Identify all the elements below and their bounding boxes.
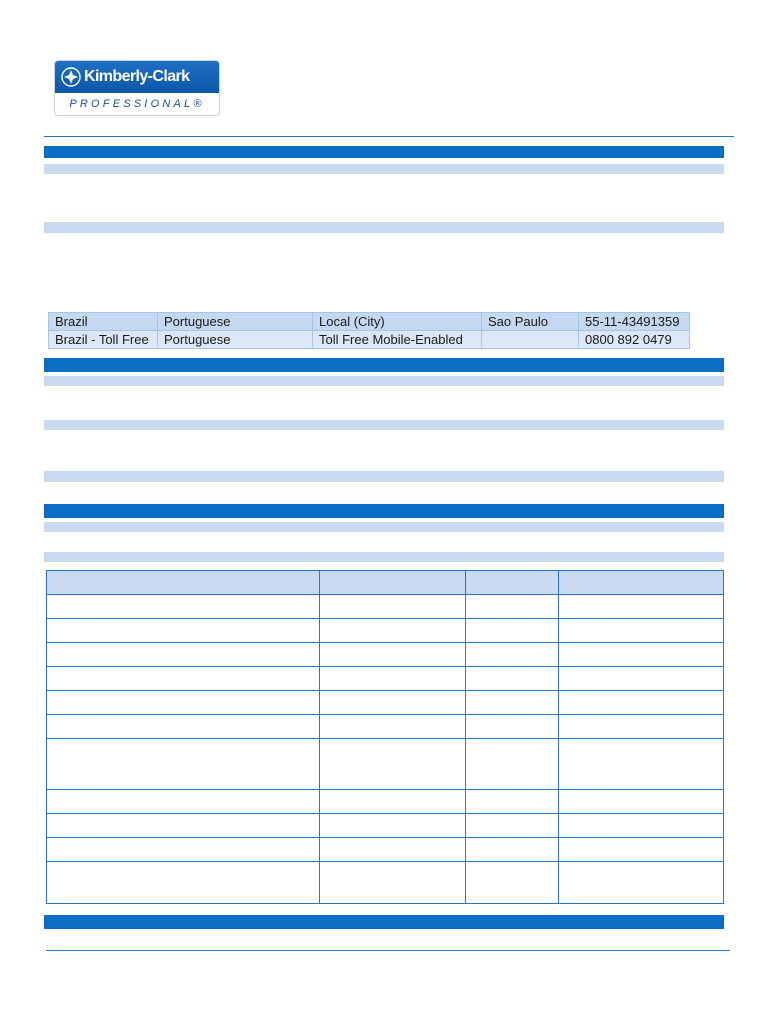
header-cell: [466, 571, 559, 595]
table-cell: [320, 619, 466, 643]
table-cell: [320, 739, 466, 790]
table-cell: [559, 667, 724, 691]
table-cell: [47, 619, 320, 643]
section-header-band: [44, 146, 724, 158]
table-row: [49, 331, 690, 349]
logo-banner: [55, 61, 219, 93]
table-cell: [320, 790, 466, 814]
table-row: [47, 838, 724, 862]
table-row: [47, 739, 724, 790]
table-cell: [47, 814, 320, 838]
table-cell: [466, 715, 559, 739]
table-cell: [466, 814, 559, 838]
table-cell: [466, 862, 559, 904]
table-row: [47, 643, 724, 667]
table-cell: [559, 715, 724, 739]
header-cell: [320, 571, 466, 595]
table-cell: [466, 643, 559, 667]
section-subheader-band: [44, 164, 724, 174]
table-row: [47, 790, 724, 814]
table-cell: [320, 838, 466, 862]
table-row: [47, 667, 724, 691]
table-cell: [47, 715, 320, 739]
table-cell: [559, 838, 724, 862]
table-cell: [559, 814, 724, 838]
table-cell: [466, 595, 559, 619]
city-cell: Sao Paulo: [482, 313, 579, 331]
table-cell: [559, 790, 724, 814]
section-subheader-band: [44, 222, 724, 233]
table-row: [49, 313, 690, 331]
table-cell: [466, 667, 559, 691]
table-header-row: [47, 571, 724, 595]
logo-sub-name: PROFESSIONAL®: [69, 98, 205, 110]
table-cell: [47, 667, 320, 691]
table-cell: [47, 790, 320, 814]
table-row: [47, 619, 724, 643]
footer-rule: [46, 950, 730, 951]
section-subheader-band: [44, 522, 724, 532]
country-cell: Brazil - Toll Free: [49, 331, 158, 349]
phone-number-table: [48, 312, 690, 349]
table-cell: [47, 739, 320, 790]
table-cell: [320, 814, 466, 838]
kimberly-clark-bird-mark-icon: [61, 67, 81, 87]
section-subheader-band: [44, 420, 724, 430]
table-cell: [320, 595, 466, 619]
section-header-band: [44, 915, 724, 929]
table-cell: [466, 790, 559, 814]
empty-grid-table: [46, 570, 724, 904]
section-header-band: [44, 504, 724, 518]
table-cell: [466, 838, 559, 862]
table-cell: [47, 862, 320, 904]
table-cell: [559, 643, 724, 667]
table-cell: [320, 691, 466, 715]
table-cell: [320, 862, 466, 904]
table-cell: [466, 739, 559, 790]
table-cell: [559, 595, 724, 619]
table-cell: [47, 838, 320, 862]
table-cell: [47, 595, 320, 619]
table-cell: [559, 619, 724, 643]
phone-number-cell: 0800 892 0479: [579, 331, 690, 349]
city-cell: [482, 331, 579, 349]
section-subheader-band: [44, 471, 724, 482]
section-header-band: [44, 358, 724, 372]
table-cell: [559, 862, 724, 904]
table-row: [47, 691, 724, 715]
table-row: [47, 814, 724, 838]
logo-brand-name: Kimberly-Clark: [84, 68, 190, 85]
country-cell: Brazil: [49, 313, 158, 331]
language-cell: Portuguese: [158, 331, 313, 349]
header-rule: [44, 136, 734, 137]
table-cell: [559, 739, 724, 790]
table-cell: [47, 691, 320, 715]
phone-number-cell: 55-11-43491359: [579, 313, 690, 331]
language-cell: Portuguese: [158, 313, 313, 331]
section-subheader-band: [44, 552, 724, 562]
table-cell: [320, 715, 466, 739]
table-row: [47, 715, 724, 739]
header-cell: [559, 571, 724, 595]
table-cell: [320, 667, 466, 691]
table-cell: [47, 643, 320, 667]
table-cell: [320, 643, 466, 667]
type-cell: Toll Free Mobile-Enabled: [313, 331, 482, 349]
section-subheader-band: [44, 376, 724, 386]
table-row: [47, 862, 724, 904]
type-cell: Local (City): [313, 313, 482, 331]
table-cell: [466, 619, 559, 643]
table-cell: [559, 691, 724, 715]
table-row: [47, 595, 724, 619]
table-cell: [466, 691, 559, 715]
kimberly-clark-logo: [54, 60, 220, 116]
header-cell: [47, 571, 320, 595]
